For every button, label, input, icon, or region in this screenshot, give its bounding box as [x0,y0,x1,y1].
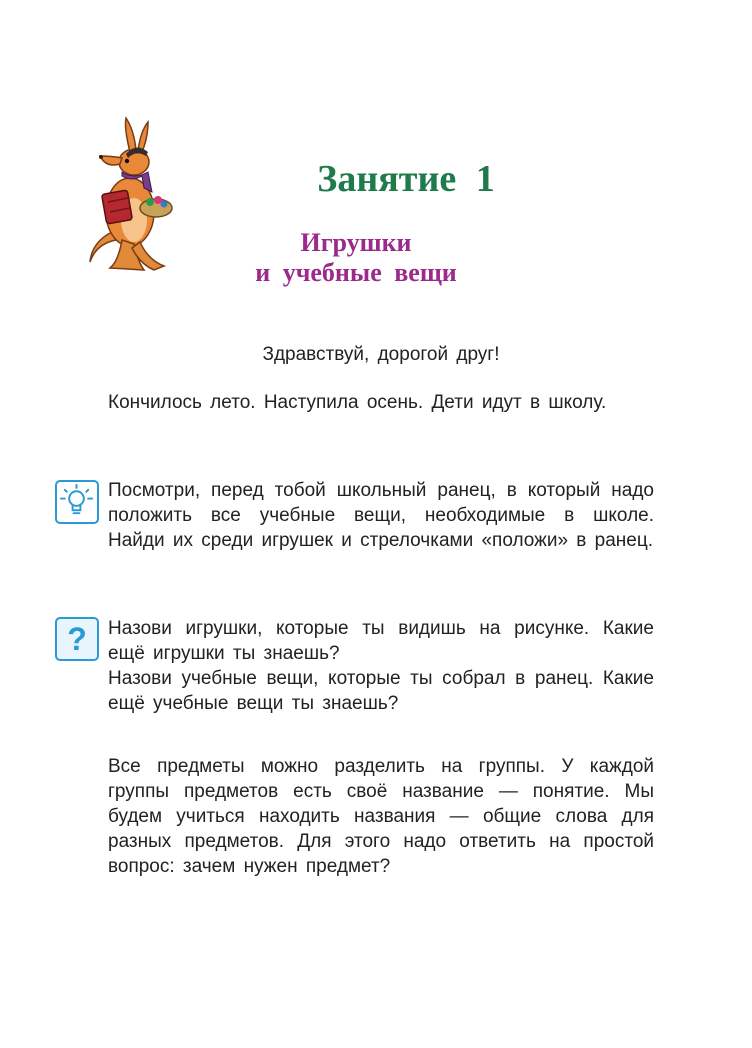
task-paragraph: Посмотри, перед тобой школьный ранец, в который надо положить все учебные вещи, необходимые в школе. Найди их среди игрушек и стрелочками «положи» в ранец. [108,480,654,551]
subtitle-line-2: и учебные вещи [255,258,457,287]
kangaroo-mascot-illustration [82,112,182,274]
lesson-subtitle [190,228,522,288]
question-mark-icon [55,617,99,661]
intro-paragraph: Кончилось лето. Наступила осень. Дети идут в школу. [108,392,607,413]
question-paragraph-1: Назови игрушки, которые ты видишь на рисунке. Какие ещё игрушки ты знаешь? [108,618,654,664]
lightbulb-glyph [57,482,96,521]
greeting-text: Здравствуй, дорогой друг! [262,344,500,365]
lesson-title: Занятие 1 [317,158,495,200]
question-glyph: ? [67,621,87,657]
question-paragraph-2: Назови учебные вещи, которые ты собрал в ранец. Какие ещё учебные вещи ты знаешь? [108,668,654,714]
lightbulb-icon [55,480,99,524]
subtitle-line-1: Игрушки [300,228,412,257]
closing-paragraph: Все предметы можно разделить на группы. У каждой группы предметов есть своё название — понятие. Мы будем учиться находить названия — общие слова для разных предметов. Для этого надо ответить на простой вопрос: зачем нужен предмет? [108,756,654,877]
